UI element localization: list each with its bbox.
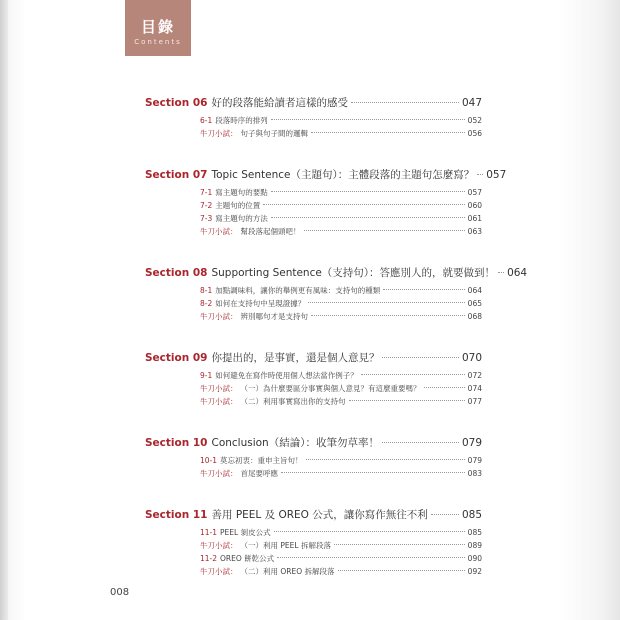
toc-subentry[interactable] xyxy=(200,128,482,141)
subentry-page: 063 xyxy=(467,227,482,236)
section-title: 你提出的，是事實，還是個人意見？ xyxy=(211,352,380,364)
dot-leader xyxy=(281,472,465,473)
section-page: 057 xyxy=(486,169,507,181)
subentry-title: 如何在支持句中呈現證據？ xyxy=(215,299,306,308)
subentry-title: 寫主題句的方法 xyxy=(215,214,268,223)
toc-subentry[interactable] xyxy=(200,527,482,540)
subentry-title: 加點調味料，讓你的舉例更有風味：支持句的種類 xyxy=(215,286,381,295)
subentry-page: 083 xyxy=(467,469,482,478)
toc-subentry[interactable] xyxy=(200,540,482,553)
dot-leader xyxy=(271,217,465,218)
table-of-contents xyxy=(145,95,528,605)
subentry-page: 065 xyxy=(467,299,482,308)
section-title: Supporting Sentence（支持句）：答應別人的，就要做到！ xyxy=(211,267,496,279)
subentry-number: 9-1 xyxy=(200,371,213,380)
subentry-title: 主題句的位置 xyxy=(215,201,261,210)
subentry-number: 7-1 xyxy=(200,188,213,197)
toc-section-entry[interactable] xyxy=(145,265,528,281)
toc-section-entry[interactable] xyxy=(145,167,507,183)
section-page: 085 xyxy=(461,509,482,521)
page-edge-shadow xyxy=(0,0,8,620)
toc-section xyxy=(145,507,482,579)
toc-subentry[interactable] xyxy=(200,553,482,566)
toc-section xyxy=(145,167,507,239)
toc-subentry[interactable] xyxy=(200,468,482,481)
subentry-number: 牛刀小試： xyxy=(200,567,238,576)
toc-subentry[interactable] xyxy=(200,383,482,396)
subentry-number: 牛刀小試： xyxy=(200,469,238,478)
section-number: Section 11 xyxy=(145,509,208,521)
subentry-title: 段落時序的排列 xyxy=(215,116,268,125)
subentry-number: 8-1 xyxy=(200,286,213,295)
section-title: 好的段落能給讀者這樣的感受 xyxy=(211,97,348,109)
subentry-number: 7-3 xyxy=(200,214,213,223)
subentry-page: 064 xyxy=(467,286,482,295)
dot-leader xyxy=(361,374,465,375)
dot-leader xyxy=(382,357,458,358)
dot-leader xyxy=(311,132,465,133)
section-number: Section 10 xyxy=(145,437,208,449)
toc-subentry[interactable] xyxy=(200,213,482,226)
subentry-title: 幫段落起個頭吧！ xyxy=(240,227,301,236)
subentry-number: 11-1 xyxy=(200,528,218,537)
section-title: 善用 PEEL 及 OREO 公式，讓你寫作無往不利 xyxy=(211,509,428,521)
toc-section xyxy=(145,265,528,324)
toc-section-entry[interactable] xyxy=(145,507,482,523)
subentry-title: 辨別哪句才是支持句 xyxy=(240,312,308,321)
subentry-page: 079 xyxy=(467,456,482,465)
subentry-title: （二）利用事實寫出你的支持句 xyxy=(240,397,346,406)
section-number: Section 06 xyxy=(145,97,208,109)
subentry-page: 061 xyxy=(467,214,482,223)
dot-leader xyxy=(271,191,465,192)
dot-leader xyxy=(349,400,465,401)
subentry-number: 6-1 xyxy=(200,116,213,125)
dot-leader xyxy=(311,315,465,316)
section-title: Conclusion（結論）：收筆勿草率！ xyxy=(211,437,379,449)
subentry-title: 首尾要呼應 xyxy=(240,469,278,478)
toc-subentry[interactable] xyxy=(200,311,482,324)
subentry-page: 072 xyxy=(467,371,482,380)
section-number: Section 07 xyxy=(145,169,208,181)
subentry-number: 8-2 xyxy=(200,299,213,308)
subentry-number: 牛刀小試： xyxy=(200,397,238,406)
toc-subentry[interactable] xyxy=(200,370,482,383)
dot-leader xyxy=(263,204,464,205)
subentry-page: 068 xyxy=(467,312,482,321)
dot-leader xyxy=(271,119,465,120)
subentry-page: 074 xyxy=(467,384,482,393)
dot-leader xyxy=(334,544,465,545)
dot-leader xyxy=(274,531,465,532)
subentry-page: 089 xyxy=(467,541,482,550)
subentry-page: 057 xyxy=(467,188,482,197)
section-page: 064 xyxy=(507,267,528,279)
contents-header-tab xyxy=(125,0,191,56)
toc-subentry[interactable] xyxy=(200,187,482,200)
dot-leader xyxy=(277,557,465,558)
subentry-title: （一）利用 PEEL 拆解段落 xyxy=(240,541,331,550)
subentry-title: （一）為什麼要區分事實與個人意見？有這麼重要嗎？ xyxy=(240,384,421,393)
toc-section xyxy=(145,435,482,481)
subentry-title: 句子與句子間的邏輯 xyxy=(240,129,308,138)
subentry-number: 牛刀小試： xyxy=(200,312,238,321)
toc-section-entry[interactable] xyxy=(145,435,482,451)
toc-section xyxy=(145,95,482,141)
subentry-title: （二）利用 OREO 拆解段落 xyxy=(240,567,335,576)
dot-leader xyxy=(304,230,465,231)
toc-section-entry[interactable] xyxy=(145,350,482,366)
toc-subentry[interactable] xyxy=(200,115,482,128)
section-title: Topic Sentence（主題句）：主體段落的主題句怎麼寫？ xyxy=(211,169,475,181)
section-page: 070 xyxy=(461,352,482,364)
section-page: 047 xyxy=(461,97,482,109)
subentry-title: PEEL 剝皮公式 xyxy=(220,528,271,537)
toc-section xyxy=(145,350,482,409)
subentry-title: 寫主題句的要點 xyxy=(215,188,268,197)
subentry-title: 如何避免在寫作時使用個人想法當作例子？ xyxy=(215,371,358,380)
toc-subentry[interactable] xyxy=(200,455,482,468)
subentry-page: 085 xyxy=(467,528,482,537)
toc-subentry[interactable] xyxy=(200,285,482,298)
subentry-number: 7-2 xyxy=(200,201,213,210)
dot-leader xyxy=(338,570,465,571)
section-number: Section 09 xyxy=(145,352,208,364)
subentry-title: OREO 餅乾公式 xyxy=(220,554,275,563)
dot-leader xyxy=(383,289,464,290)
subentry-page: 052 xyxy=(467,116,482,125)
subentry-number: 11-2 xyxy=(200,554,218,563)
subentry-number: 牛刀小試： xyxy=(200,227,238,236)
subentry-page: 090 xyxy=(467,554,482,563)
subentry-page: 092 xyxy=(467,567,482,576)
toc-subentry[interactable] xyxy=(200,226,482,239)
contents-title: 目錄 xyxy=(140,18,175,36)
subentry-page: 056 xyxy=(467,129,482,138)
subentry-number: 10-1 xyxy=(200,456,218,465)
dot-leader xyxy=(351,102,459,103)
toc-subentry[interactable] xyxy=(200,200,482,213)
subentry-number: 牛刀小試： xyxy=(200,541,238,550)
dot-leader xyxy=(382,442,459,443)
toc-subentry[interactable] xyxy=(200,566,482,579)
dot-leader xyxy=(308,302,464,303)
dot-leader xyxy=(306,459,465,460)
toc-subentry[interactable] xyxy=(200,396,482,409)
dot-leader xyxy=(431,514,459,515)
subentry-number: 牛刀小試： xyxy=(200,384,238,393)
toc-subentry[interactable] xyxy=(200,298,482,311)
page-number: 008 xyxy=(110,587,130,598)
section-number: Section 08 xyxy=(145,267,208,279)
dot-leader xyxy=(498,272,504,273)
dot-leader xyxy=(424,387,465,388)
toc-section-entry[interactable] xyxy=(145,95,482,111)
subentry-title: 莫忘初衷：重申主旨句！ xyxy=(220,456,303,465)
subentry-number: 牛刀小試： xyxy=(200,129,238,138)
subentry-page: 077 xyxy=(467,397,482,406)
dot-leader xyxy=(477,174,483,175)
subentry-page: 060 xyxy=(467,201,482,210)
contents-subtitle: Contents xyxy=(134,38,182,46)
section-page: 079 xyxy=(461,437,482,449)
